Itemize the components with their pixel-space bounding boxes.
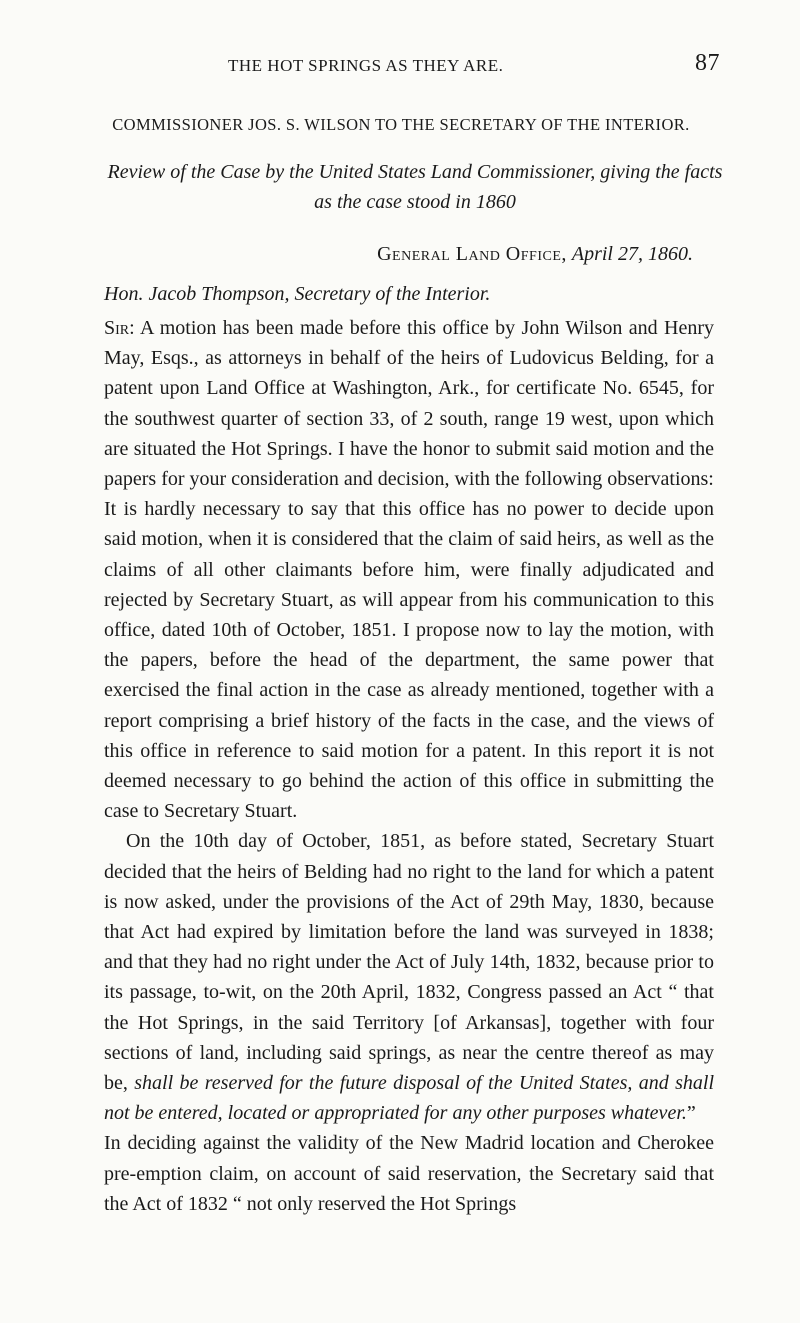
salutation: Sir: (104, 317, 135, 339)
paragraph-3-text: On the 10th day of October, 1851, as before stated, Secretary Stuart decided that the heirs of Belding had no right to the land for which a patent is now asked, under the provisions of the Act of 29th May, 1830, because that Act had expired by limitation before the land was surveyed in 1838; and that they had no right under the Act of July 14th, 1832, because prior to its passage, to-wit, on the 20th April, 1832, Congress passed an Act “ that the Hot Springs, in the said Territory [of Arkansas], together with four sections of land, including said springs, as near the centre thereof as may be, (104, 830, 714, 1095)
letter-subtitle: Review of the Case by the United States Land Commissioner, giving the facts as the case stood in 1860 (107, 161, 723, 213)
paragraph-2: It is hardly necessary to say that this office has no power to decide upon said motion, when it is considered that the claim of said heirs, as well as the claims of all other claimants before him, were finally adjudicated and rejected by Secretary Stuart, as will appear from his communication to this office, dated 10th of October, 1851. I propose now to lay the motion, with the papers, before the head of the department, the same power that exercised the final action in the case as already mentioned, together with a report comprising a brief history of the facts in the case, and the views of this office in reference to said motion for a patent. In this report it is not deemed necessary to go behind the action of this office in submitting the case to Secretary Stuart. (104, 498, 714, 823)
letter-heading: COMMISSIONER JOS. S. WILSON TO THE SECRETARY OF THE INTERIOR. (112, 115, 690, 134)
page-number: 87 (695, 50, 720, 76)
dateline-office: General Land Office, (377, 243, 567, 265)
dateline (377, 243, 693, 266)
running-title: THE HOT SPRINGS AS THEY ARE. (228, 56, 504, 75)
paragraph-3 (104, 826, 714, 1128)
paragraph-3-close: ” (686, 1102, 696, 1125)
paragraph-4: In deciding against the validity of the New Madrid location and Cherokee pre-emption claim, on account of said reservation, the Secretary said that the Act of 1832 “ not only reserved the Hot Springs (104, 1132, 714, 1215)
dateline-date: April 27, 1860. (571, 243, 693, 265)
paragraph-1 (104, 313, 714, 494)
paragraph-3-quote: shall be reserved for the future disposal of the United States, and shall not be entered, located or appropriated for any other purposes whatever. (104, 1072, 715, 1125)
addressee: Hon. Jacob Thompson, Secretary of the Interior. (104, 283, 491, 305)
letter-body (104, 313, 714, 1219)
paragraph-1-text: A motion has been made before this office by John Wilson and Henry May, Esqs., as attorneys in behalf of the heirs of Ludovicus Belding, for a patent upon Land Office at Washington, Ark., for certificate No. 6545, for the southwest quarter of section 33, of 2 south, range 19 west, upon which are situated the Hot Springs. I have the honor to submit said motion and the papers for your consideration and decision, with the following observations: (104, 317, 714, 491)
